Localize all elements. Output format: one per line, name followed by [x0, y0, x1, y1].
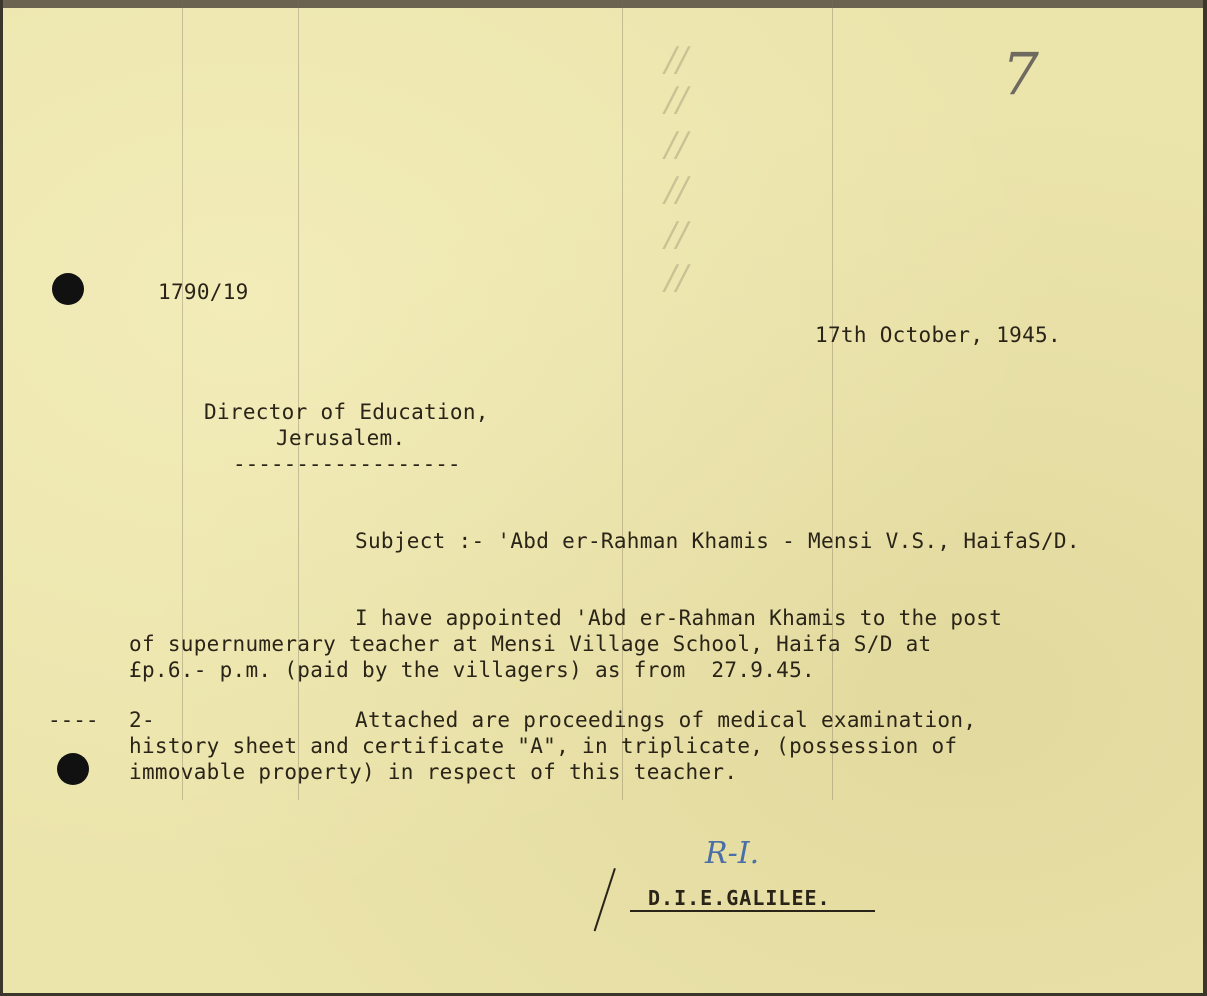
handwritten-initials: R-I. — [705, 836, 760, 871]
folio-number: 7 — [1002, 40, 1039, 108]
subject-line: Subject :- 'Abd er-Rahman Khamis - Mensi V.S., HaifaS/D. — [355, 529, 1080, 553]
punch-hole — [52, 273, 84, 305]
bleed-through-mark: // — [665, 80, 688, 120]
ruled-column-line — [832, 0, 833, 800]
bleed-through-mark: // — [665, 258, 688, 298]
paragraph-2-line-2: history sheet and certificate "A", in triplicate, (possession of — [129, 734, 958, 758]
paragraph-2-line-3: immovable property) in respect of this teacher. — [129, 760, 738, 784]
paragraph-1-line-2: of supernumerary teacher at Mensi Village School, Haifa S/D at — [129, 632, 932, 656]
reference-number: 1790/19 — [158, 280, 249, 304]
page-left-edge — [0, 0, 3, 996]
addressee-title: Director of Education, — [204, 400, 489, 424]
margin-dash: ---- — [48, 708, 99, 732]
addressee-city: Jerusalem. — [276, 426, 406, 450]
bleed-through-mark: // — [665, 170, 688, 210]
punch-hole — [57, 753, 89, 785]
paragraph-2-line-1: Attached are proceedings of medical examination, — [355, 708, 977, 732]
signatory: D.I.E.GALILEE. — [648, 886, 831, 910]
letter-date: 17th October, 1945. — [815, 323, 1061, 347]
addressee-rule: ------------------ — [233, 452, 461, 476]
signature-underline — [630, 910, 875, 912]
paragraph-1-line-3: £p.6.- p.m. (paid by the villagers) as from 27.9.45. — [129, 658, 815, 682]
paragraph-2-number: 2- — [129, 708, 155, 732]
page-right-edge — [1203, 0, 1207, 996]
signature-stroke — [594, 868, 616, 931]
bleed-through-mark: // — [665, 40, 688, 80]
bleed-through-mark: // — [665, 215, 688, 255]
bleed-through-mark: // — [665, 125, 688, 165]
paragraph-1-line-1: I have appointed 'Abd er-Rahman Khamis to the post — [355, 606, 1003, 630]
